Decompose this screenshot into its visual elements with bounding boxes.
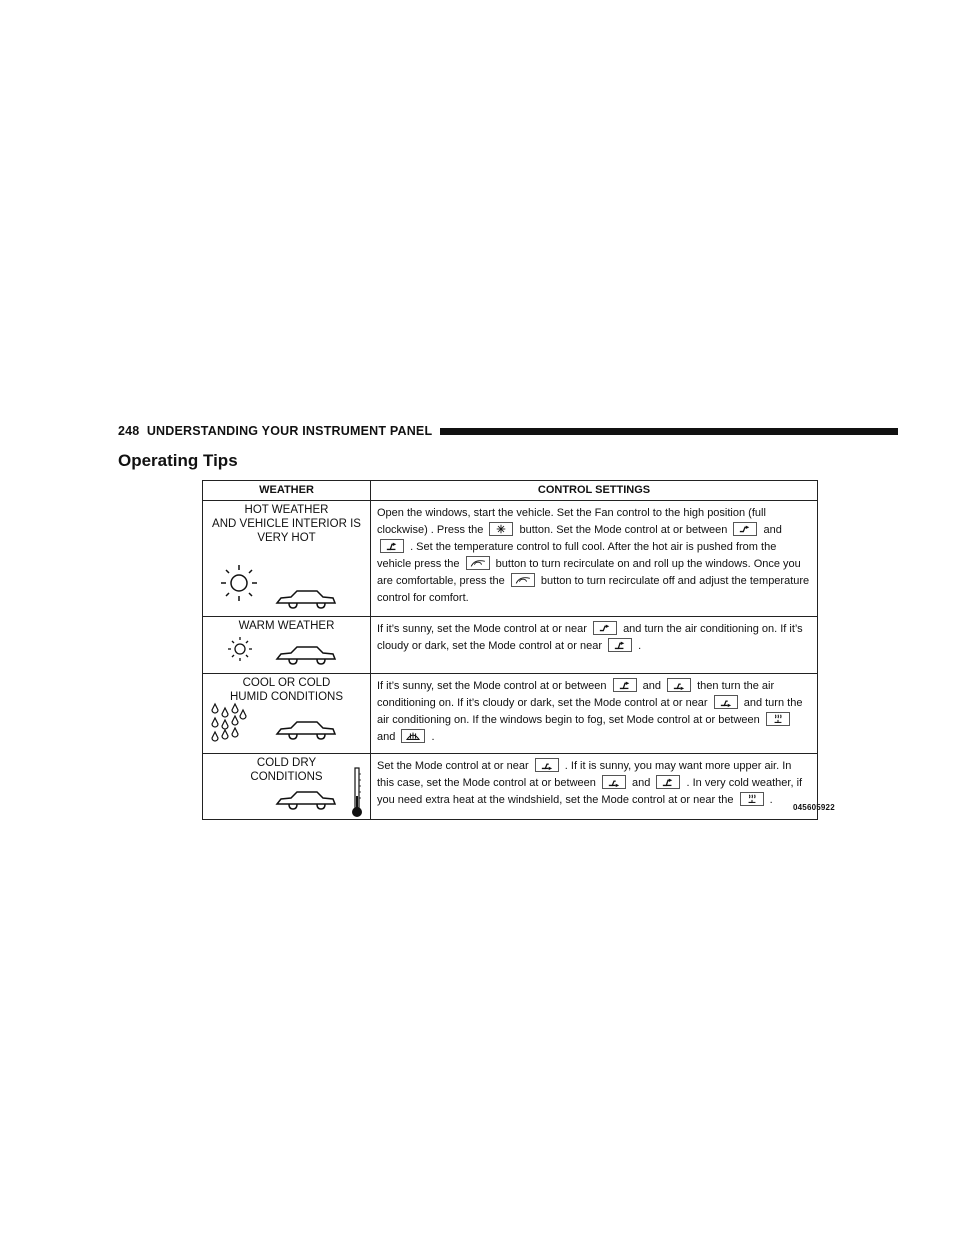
weather-line: CONDITIONS	[250, 771, 323, 783]
raindrops-icon	[209, 702, 247, 742]
panel-vent-icon	[593, 621, 617, 635]
car-icon	[275, 643, 337, 665]
column-header-control-settings: CONTROL SETTINGS	[371, 481, 818, 501]
weather-label	[203, 619, 370, 633]
thermometer-icon	[351, 766, 363, 818]
settings-text: .	[638, 640, 642, 652]
floor-vent-icon	[714, 695, 738, 709]
settings-text: and turn the air conditioning on. If the windows begin to fog, set Mode control at or between	[377, 697, 803, 726]
weather-label	[203, 503, 370, 545]
weather-line: COLD DRY	[256, 757, 317, 769]
bilevel-vent-icon	[380, 539, 404, 553]
bilevel-vent-icon	[613, 678, 637, 692]
settings-cell-warm	[371, 617, 818, 674]
bilevel-vent-icon	[656, 775, 680, 789]
settings-cell-cool-humid	[371, 674, 818, 754]
weather-line: AND VEHICLE INTERIOR IS	[212, 518, 361, 530]
settings-text: and	[377, 731, 396, 743]
weather-label	[203, 756, 370, 784]
column-header-weather: WEATHER	[203, 481, 371, 501]
settings-text: If it’s sunny, set the Mode control at or between	[377, 680, 607, 692]
settings-cell-cold-dry	[371, 754, 818, 820]
weather-cell-cool-humid	[203, 674, 371, 754]
header-rule	[440, 428, 898, 435]
weather-cell-warm	[203, 617, 371, 674]
sun-icon	[217, 563, 261, 603]
settings-text: Open the windows, start the vehicle. Set the Fan control to the high position (full clockwise) . Press the	[377, 507, 766, 536]
page-number: 248	[118, 424, 140, 438]
settings-text: button to turn recirculate on and roll up the windows. Once you are comfortable, press the	[377, 558, 801, 587]
image-code: 045605922	[793, 803, 835, 812]
settings-text: . Set the temperature control to full cool. After the hot air is pushed from the vehicle press the	[377, 541, 777, 570]
defrost-icon	[401, 729, 425, 743]
settings-text: button to turn recirculate off and adjust the temperature control for comfort.	[377, 575, 810, 604]
settings-text: If it’s sunny, set the Mode control at or near	[377, 623, 587, 635]
weather-cell-hot	[203, 501, 371, 617]
weather-line: HUMID CONDITIONS	[229, 691, 344, 703]
page-header-title	[118, 424, 432, 438]
settings-text: . In very cold weather, if you need extra heat at the windshield, set the Mode control at or near the	[377, 777, 803, 806]
defrost-floor-icon	[740, 792, 764, 806]
bilevel-vent-icon	[608, 638, 632, 652]
settings-text: Set the Mode control at or near	[377, 760, 529, 772]
sun-icon	[225, 635, 255, 663]
floor-vent-icon	[667, 678, 691, 692]
floor-vent-icon	[602, 775, 626, 789]
floor-vent-icon	[535, 758, 559, 772]
section-title: Operating Tips	[118, 451, 238, 470]
settings-text: . If it is sunny, you may want more upper air. In this case, set the Mode control at or between	[377, 760, 792, 789]
settings-text: then turn the air conditioning on. If it’s cloudy or dark, set the Mode control at or near	[377, 680, 775, 709]
settings-text: and	[632, 777, 651, 789]
settings-text: button. Set the Mode control at or between	[519, 524, 728, 536]
weather-label	[203, 676, 370, 704]
recirculation-icon	[511, 573, 535, 587]
weather-line: COOL OR COLD	[242, 677, 331, 689]
car-icon	[275, 587, 337, 609]
page-header	[118, 423, 898, 439]
car-icon	[275, 788, 337, 810]
weather-line: WARM WEATHER	[238, 620, 335, 632]
settings-text: and	[763, 524, 782, 536]
settings-text: .	[431, 731, 435, 743]
defrost-floor-icon	[766, 712, 790, 726]
operating-tips-table	[202, 480, 818, 820]
snowflake-icon	[489, 522, 513, 536]
panel-vent-icon	[733, 522, 757, 536]
weather-line: HOT WEATHER	[244, 504, 329, 516]
settings-text: and turn the air conditioning on. If it’s cloudy or dark, set the Mode control at or near	[377, 623, 803, 652]
settings-cell-hot	[371, 501, 818, 617]
car-icon	[275, 718, 337, 740]
settings-text: and	[642, 680, 661, 692]
settings-text: .	[769, 794, 773, 806]
recirculation-icon	[466, 556, 490, 570]
weather-line: VERY HOT	[257, 532, 316, 544]
weather-cell-cold-dry	[203, 754, 371, 820]
chapter-title: UNDERSTANDING YOUR INSTRUMENT PANEL	[146, 424, 433, 438]
